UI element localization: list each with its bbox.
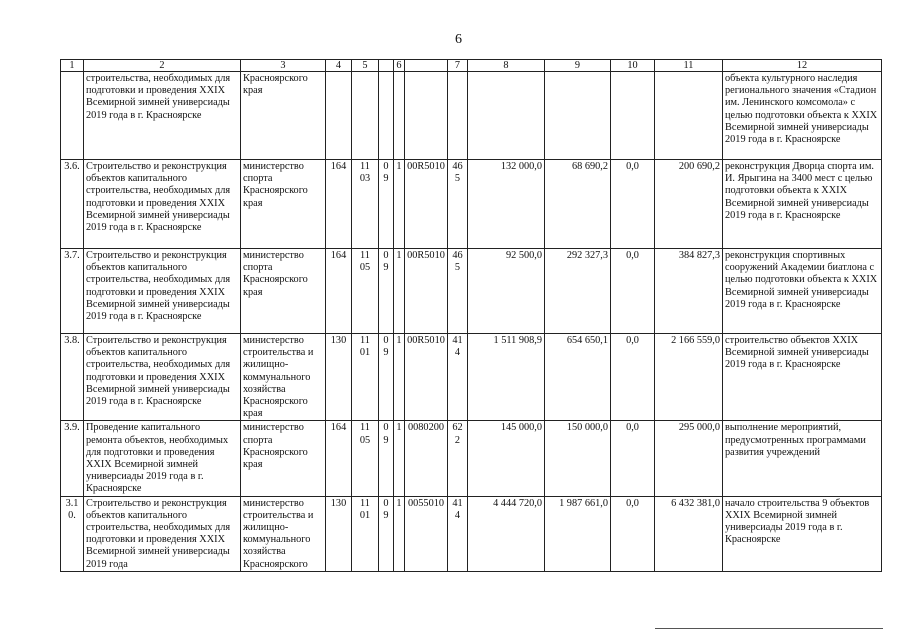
target-item-cell: 0055010 — [405, 496, 448, 571]
expense-type-cell — [448, 72, 468, 160]
subprogram-code-cell: 1 — [394, 160, 405, 249]
row-number-cell: 3.6. — [61, 160, 84, 249]
section-code-cell: 11 03 — [352, 160, 379, 249]
section-code-cell: 11 01 — [352, 496, 379, 571]
year3-amount-cell: 0,0 — [611, 334, 655, 421]
year3-amount-cell: 0,0 — [611, 421, 655, 496]
year1-amount-cell: 92 500,0 — [468, 249, 545, 334]
header-cell — [405, 60, 448, 72]
subprogram-code-cell — [394, 72, 405, 160]
year2-amount-cell: 654 650,1 — [545, 334, 611, 421]
program-code-cell — [379, 72, 394, 160]
executor-cell: министерство спорта Красноярского края — [241, 249, 326, 334]
section-code-cell: 11 05 — [352, 249, 379, 334]
subprogram-code-cell: 1 — [394, 249, 405, 334]
measure-name-cell: Строительство и реконструкция объектов капитального строительства, необходимых для подготовки и проведения XXIX Всемирной зимней универсиады 2019 года в г. Красноярске — [84, 334, 241, 421]
program-code-cell: 09 — [379, 496, 394, 571]
measure-name-cell: Проведение капитального ремонта объектов, необходимых для подготовки и проведения XXIX Всемирной зимней универсиады 2019 года в г. Красноярске — [84, 421, 241, 496]
total-amount-cell: 384 827,3 — [655, 249, 723, 334]
expense-type-cell: 414 — [448, 334, 468, 421]
row-number-cell — [61, 72, 84, 160]
table-row — [61, 72, 882, 160]
table-row — [61, 334, 882, 421]
row-number-cell: 3.9. — [61, 421, 84, 496]
measure-name-cell: Строительство и реконструкция объектов капитального строительства, необходимых для подготовки и проведения XXIX Всемирной зимней универсиады 2019 года — [84, 496, 241, 571]
header-cell: 3 — [241, 60, 326, 72]
year3-amount-cell: 0,0 — [611, 496, 655, 571]
expense-type-cell: 414 — [448, 496, 468, 571]
executor-cell: Красноярского края — [241, 72, 326, 160]
header-cell: 4 — [326, 60, 352, 72]
result-cell: начало строительства 9 объектов XXIX Всемирной зимней универсиады 2019 года в г. Красноярске — [723, 496, 882, 571]
table-row — [61, 160, 882, 249]
year2-amount-cell: 1 987 661,0 — [545, 496, 611, 571]
expense-type-cell: 622 — [448, 421, 468, 496]
header-cell: 8 — [468, 60, 545, 72]
header-cell: 9 — [545, 60, 611, 72]
section-code-cell: 11 01 — [352, 334, 379, 421]
section-code-cell: 11 05 — [352, 421, 379, 496]
target-item-cell: 00R5010 — [405, 334, 448, 421]
target-item-cell: 00R5010 — [405, 160, 448, 249]
year2-amount-cell: 68 690,2 — [545, 160, 611, 249]
year3-amount-cell: 0,0 — [611, 160, 655, 249]
header-cell: 1 — [61, 60, 84, 72]
program-table — [60, 59, 882, 572]
gr-code-cell: 164 — [326, 249, 352, 334]
year1-amount-cell: 132 000,0 — [468, 160, 545, 249]
measure-name-cell: Строительство и реконструкция объектов капитального строительства, необходимых для подготовки и проведения XXIX Всемирной зимней универсиады 2019 года в г. Красноярске — [84, 160, 241, 249]
table-row — [61, 249, 882, 334]
page-number: 6 — [455, 32, 462, 47]
program-code-cell: 09 — [379, 421, 394, 496]
target-item-cell: 0080200 — [405, 421, 448, 496]
expense-type-cell: 465 — [448, 249, 468, 334]
header-cell: 7 — [448, 60, 468, 72]
subprogram-code-cell: 1 — [394, 334, 405, 421]
result-cell: строительство объектов XXIX Всемирной зимней универсиады 2019 года в г. Красноярске — [723, 334, 882, 421]
header-cell: 5 — [352, 60, 379, 72]
executor-cell: министерство спорта Красноярского края — [241, 160, 326, 249]
gr-code-cell: 164 — [326, 160, 352, 249]
year3-amount-cell — [611, 72, 655, 160]
total-amount-cell — [655, 72, 723, 160]
gr-code-cell: 130 — [326, 334, 352, 421]
year2-amount-cell — [545, 72, 611, 160]
header-cell: 10 — [611, 60, 655, 72]
target-item-cell: 00R5010 — [405, 249, 448, 334]
total-amount-cell: 6 432 381,0 — [655, 496, 723, 571]
target-item-cell — [405, 72, 448, 160]
year1-amount-cell — [468, 72, 545, 160]
executor-cell: министерство строительства и жилищно-коммунального хозяйства Красноярского — [241, 496, 326, 571]
result-cell: реконструкция Дворца спорта им. И. Ярыгина на 3400 мест с целью подготовки объекта к XXIX Всемирной зимней универсиады 2019 года в г. Красноярске — [723, 160, 882, 249]
header-cell: 2 — [84, 60, 241, 72]
program-code-cell: 09 — [379, 249, 394, 334]
year2-amount-cell: 150 000,0 — [545, 421, 611, 496]
table-row — [61, 421, 882, 496]
header-cell: 12 — [723, 60, 882, 72]
header-cell — [379, 60, 394, 72]
gr-code-cell — [326, 72, 352, 160]
program-code-cell: 09 — [379, 160, 394, 249]
total-amount-cell: 200 690,2 — [655, 160, 723, 249]
row-number-cell: 3.7. — [61, 249, 84, 334]
result-cell: объекта культурного наследия регионального значения «Стадион им. Ленинского комсомола» с целью подготовки объекта к XXIX Всемирной зимней универсиады 2019 года в г. Красноярске — [723, 72, 882, 160]
year3-amount-cell: 0,0 — [611, 249, 655, 334]
year1-amount-cell: 4 444 720,0 — [468, 496, 545, 571]
gr-code-cell: 130 — [326, 496, 352, 571]
row-number-cell: 3.10. — [61, 496, 84, 571]
table-row — [61, 496, 882, 571]
measure-name-cell: строительства, необходимых для подготовки и проведения XXIX Всемирной зимней универсиады 2019 года в г. Красноярске — [84, 72, 241, 160]
year2-amount-cell: 292 327,3 — [545, 249, 611, 334]
expense-type-cell: 465 — [448, 160, 468, 249]
header-row — [61, 60, 882, 72]
header-cell: 11 — [655, 60, 723, 72]
program-code-cell: 09 — [379, 334, 394, 421]
executor-cell: министерство спорта Красноярского края — [241, 421, 326, 496]
year1-amount-cell: 1 511 908,9 — [468, 334, 545, 421]
subprogram-code-cell: 1 — [394, 421, 405, 496]
section-code-cell — [352, 72, 379, 160]
executor-cell: министерство строительства и жилищно-коммунального хозяйства Красноярского края — [241, 334, 326, 421]
measure-name-cell: Строительство и реконструкция объектов капитального строительства, необходимых для подготовки и проведения XXIX Всемирной зимней универсиады 2019 года в г. Красноярске — [84, 249, 241, 334]
subprogram-code-cell: 1 — [394, 496, 405, 571]
total-amount-cell: 2 166 559,0 — [655, 334, 723, 421]
row-number-cell: 3.8. — [61, 334, 84, 421]
gr-code-cell: 164 — [326, 421, 352, 496]
year1-amount-cell: 145 000,0 — [468, 421, 545, 496]
result-cell: выполнение мероприятий, предусмотренных программами развития учреждений — [723, 421, 882, 496]
result-cell: реконструкция спортивных сооружений Академии биатлона с целью подготовки объекта к XXIX Всемирной зимней универсиады 2019 года в г. Красноярске — [723, 249, 882, 334]
footer-rule — [655, 628, 883, 629]
header-cell: 6 — [394, 60, 405, 72]
total-amount-cell: 295 000,0 — [655, 421, 723, 496]
